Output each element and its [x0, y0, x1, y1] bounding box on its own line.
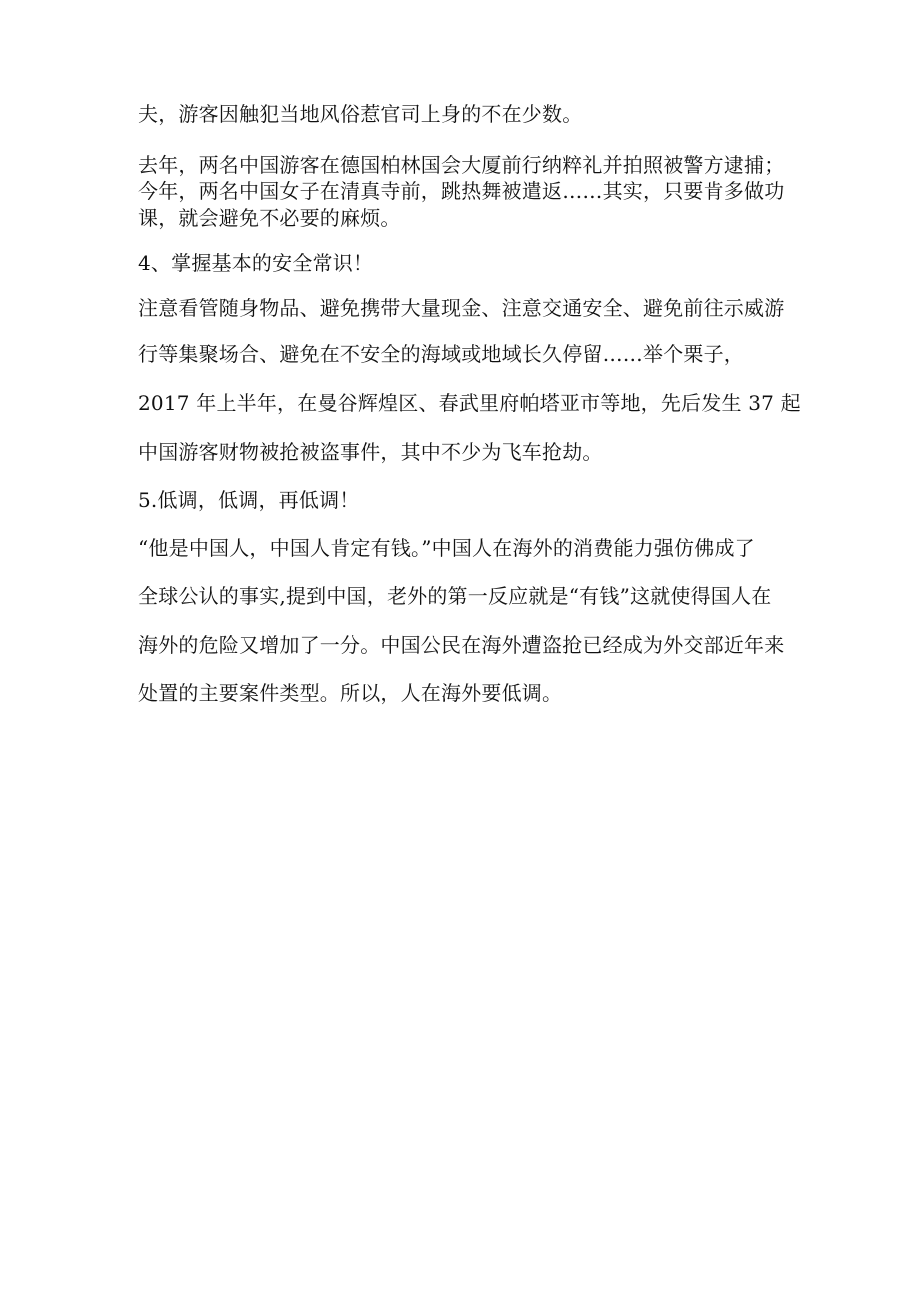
paragraph-line: 课，就会避免不必要的麻烦。 — [138, 206, 401, 230]
paragraph-line: 处置的主要案件类型。所以，人在海外要低调。 — [138, 681, 563, 705]
section-heading: 5.低调，低调，再低调！ — [138, 488, 360, 512]
paragraph-line: 行等集聚场合、避免在不安全的海域或地域长久停留……举个栗子， — [138, 342, 744, 366]
paragraph-line: 夫，游客因触犯当地风俗惹官司上身的不在少数。 — [138, 102, 583, 126]
paragraph-line: 去年，两名中国游客在德国柏林国会大厦前行纳粹礼并拍照被警方逮捕； — [138, 153, 785, 177]
paragraph-line: 2017 年上半年，在曼谷辉煌区、春武里府帕塔亚市等地，先后发生 37 起 — [138, 391, 801, 415]
section-heading: 4、掌握基本的安全常识！ — [138, 251, 374, 275]
paragraph-line: 中国游客财物被抢被盗事件，其中不少为飞车抢劫。 — [138, 440, 603, 464]
paragraph-line: “他是中国人，中国人肯定有钱。”中国人在海外的消费能力强仿佛成了 — [138, 536, 755, 560]
paragraph-line: 全球公认的事实,提到中国，老外的第一反应就是“有钱”这就使得国人在 — [138, 584, 772, 608]
paragraph-line: 海外的危险又增加了一分。中国公民在海外遭盗抢已经成为外交部近年来 — [138, 633, 785, 657]
paragraph-line: 今年，两名中国女子在清真寺前，跳热舞被遣返……其实，只要肯多做功 — [138, 179, 785, 203]
paragraph-line: 注意看管随身物品、避免携带大量现金、注意交通安全、避免前往示威游 — [138, 296, 785, 320]
